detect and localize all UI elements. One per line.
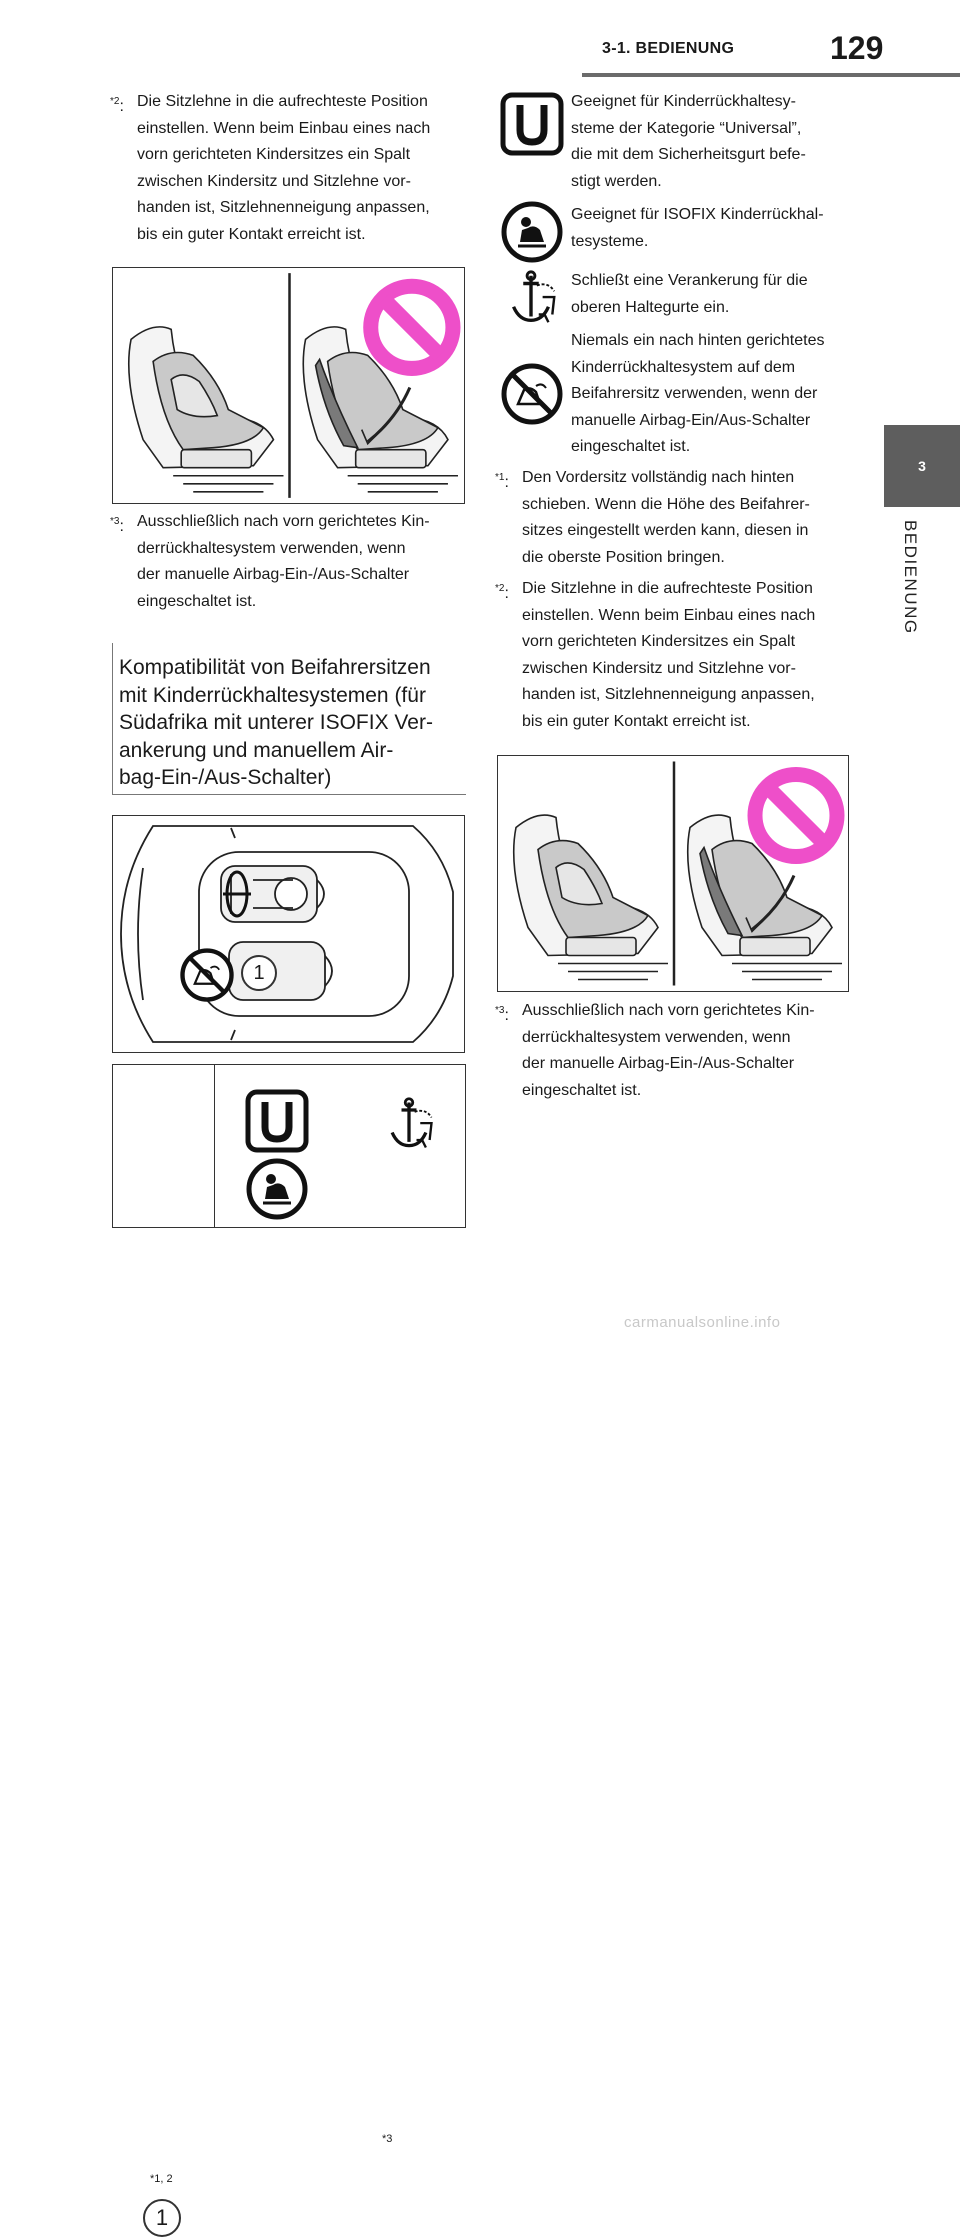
header-rule <box>582 73 960 77</box>
chapter-tab <box>884 425 960 507</box>
universal-u-icon <box>500 92 564 156</box>
legend-text: Schließt eine Verankerung für die oberen Haltegurte ein. <box>571 272 808 316</box>
chapter-tab-number: 3 <box>918 458 926 474</box>
footnote-text: Ausschließlich nach vorn gerichtetes Kin- derrückhaltesystem verwenden, wenn der manuelle Airbag-Ein-/Aus-Schalter eingeschaltet ist. <box>522 1002 815 1099</box>
section-heading: Kompatibilität von Beifahrersitzen mit Kinderrückhaltesystemen (für Südafrika mit unterer ISOFIX Ver- ankerung und manuellem Air- bag-Ein-/Aus-Schalter) <box>112 643 466 795</box>
legend-item-top-tether <box>497 268 867 328</box>
legend-text: Niemals ein nach hinten gerichtetes Kinderrückhaltesystem auf dem Beifahrersitz verwenden, wenn der manuelle Airbag-Ein/Aus-Schalter eingeschaltet ist. <box>571 332 825 455</box>
footnote-text: Die Sitzlehne in die aufrechteste Position einstellen. Wenn beim Einbau eines nach vorn gerichteten Kindersitzes ein Spalt zwischen Kindersitz und Sitzlehne vor- handen ist, Sitzlehnenneigung anpassen, bis ein guter Kontakt erreicht ist. <box>522 580 816 730</box>
footnote-3-right <box>495 998 865 1113</box>
seat-backrest-illustration-right <box>497 755 849 992</box>
table-divider <box>214 1065 215 1227</box>
footnote-text: Die Sitzlehne in die aufrechteste Position einstellen. Wenn beim Einbau eines nach vorn gerichteten Kindersitzes ein Spalt zwischen Kindersitz und Sitzlehne vor- handen ist, Sitzlehnenneigung anpassen, bis ein guter Kontakt erreicht ist. <box>137 93 431 243</box>
footnote-mark: $^{*2}$: <box>495 583 509 602</box>
car-top-view-diagram <box>112 815 465 1053</box>
chapter-title: 3-1. BEDIENUNG <box>602 40 735 57</box>
isofix-child-seat-icon <box>500 200 564 264</box>
no-rear-facing-seat-icon <box>500 362 564 426</box>
footnote-1-right <box>495 465 865 575</box>
row-reference: *1, 2 <box>150 2173 173 2185</box>
seat-backrest-drawing <box>498 756 848 991</box>
footnote-2-left <box>110 89 470 254</box>
column-reference: *3 <box>382 2133 393 2145</box>
footnote-mark: $^{*1}$: <box>495 472 509 491</box>
legend-item-universal <box>497 89 867 199</box>
footnote-text: Den Vordersitz vollständig nach hinten schieben. Wenn die Höhe des Beifahrer- sitzes eingestellt werden kann, diesen in die oberste Position bringen. <box>522 469 810 566</box>
seat-backrest-illustration <box>112 267 465 504</box>
no-rear-facing-seat-icon <box>179 947 235 1003</box>
legend-item-isofix <box>497 202 867 262</box>
chapter-tab-label: BEDIENUNG <box>901 520 920 635</box>
page-number: 129 <box>830 30 884 66</box>
compatibility-table <box>112 1064 466 2230</box>
top-tether-anchor-icon <box>379 1095 439 1155</box>
footnote-mark: $^{*3}$: <box>495 1005 509 1024</box>
seat-number-circle: 1 <box>143 2199 181 2237</box>
seat-backrest-drawing <box>113 268 464 503</box>
isofix-child-seat-icon <box>245 1157 309 1221</box>
footnote-mark: $^{*2}$: <box>110 96 124 115</box>
universal-u-icon <box>245 1089 309 1153</box>
car-outline-drawing <box>113 816 464 1052</box>
legend-item-no-rear-facing <box>497 328 867 463</box>
footnote-text: Ausschließlich nach vorn gerichtetes Kin- derrückhaltesystem verwenden, wenn der manuelle Airbag-Ein-/Aus-Schalter eingeschaltet ist. <box>137 513 430 610</box>
footnote-3-left <box>110 509 470 624</box>
footnote-mark: $^{*3}$: <box>110 516 124 535</box>
seat-number-circle: 1 <box>241 955 277 991</box>
legend-text: Geeignet für ISOFIX Kinderrückhal- tesysteme. <box>571 206 824 250</box>
top-tether-anchor-icon <box>500 268 562 330</box>
legend-text: Geeignet für Kinderrückhaltesy- steme der Kategorie “Universal”, die mit dem Sicherheitsgurt befe- stigt werden. <box>571 93 806 190</box>
footer-watermark: carmanualsonline.info <box>624 1314 781 1331</box>
footnote-2-right <box>495 576 865 741</box>
